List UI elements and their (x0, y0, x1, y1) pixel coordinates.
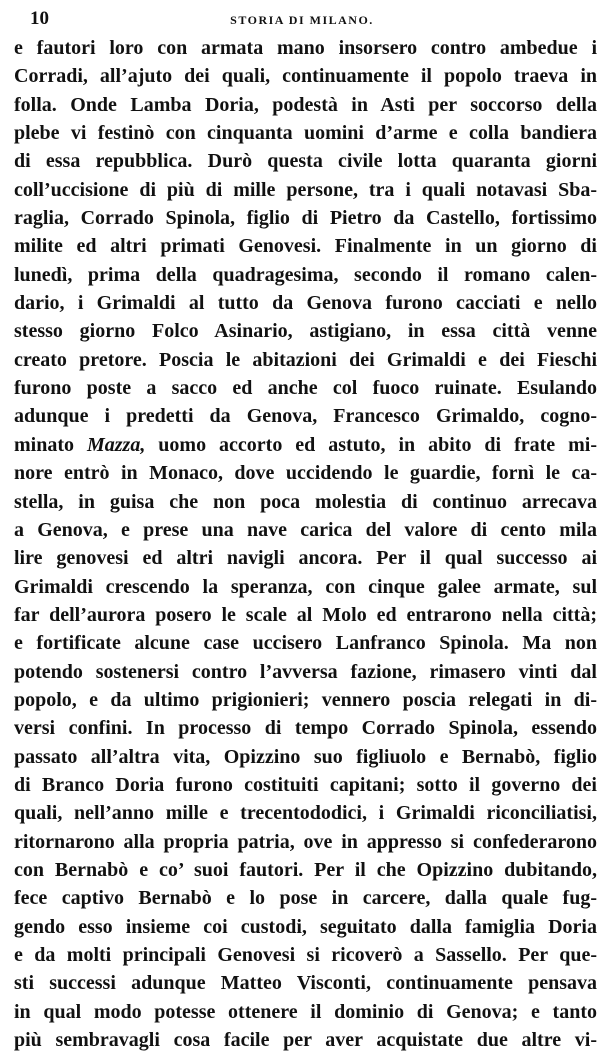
text-line: fece captivo Bernabò e lo pose in carcere, dalla quale fug- (14, 887, 597, 910)
text-line: gendo esso insieme coi custodi, seguitato dalla famiglia Doria (14, 915, 597, 938)
text-line: Corradi, all’ajuto dei quali, continuamente il popolo traeva in (14, 65, 597, 88)
text-line: e fautori loro con armata mano insorsero contro ambedue i (14, 37, 597, 59)
running-title: STORIA DI MILANO. (230, 13, 374, 27)
text-line: creato pretore. Poscia le abitazioni dei Grimaldi e dei Fieschi (14, 348, 597, 371)
text-line: quali, nell’anno mille e trecentododici, i Grimaldi riconciliatisi, (14, 802, 597, 825)
text-line: ritornarono alla propria patria, ove in appresso si confederarono (14, 830, 597, 853)
text-line: milite ed altri primati Genovesi. Finalmente in un giorno di (14, 235, 597, 258)
text-line: di Branco Doria furono costituiti capitani; sotto il governo dei (14, 773, 597, 796)
text-line: coll’uccisione di più di mille persone, tra i quali notavasi Sba- (14, 178, 597, 201)
text-line: a Genova, e prese una nave carica del valore di cento mila (14, 518, 597, 541)
italic-name-mazza: Mazza, (86, 433, 146, 456)
text-line: far dell’aurora posero le scale al Molo ed entrarono nella città; (14, 603, 597, 626)
text-line: sti successi adunque Matteo Visconti, continuamente pensava (14, 972, 597, 995)
text-line: versi confini. In processo di tempo Corrado Spinola, essendo (14, 717, 597, 740)
mazza-line-end: uomo accorto ed astuto, in abito di frate mi- (145, 433, 597, 456)
text-line: stesso giorno Folco Asinario, astigiano, in essa città venne (14, 320, 597, 343)
mazza-line-start: minato (14, 433, 87, 456)
text-line: furono poste a sacco ed anche col fuoco ruinate. Esulando (14, 377, 597, 400)
text-line: folla. Onde Lamba Doria, podestà in Asti per soccorso della (14, 93, 597, 116)
page-number: 10 (30, 8, 49, 29)
text-line: stella, in guisa che non poca molestia di continuo arrecava (14, 490, 597, 513)
text-line: più sembravagli cosa facile per aver acquistate due altre vi- (14, 1029, 597, 1052)
text-line: Grimaldi crescendo la speranza, con cinque galee armate, sul (14, 575, 597, 598)
text-line: di essa repubblica. Durò questa civile lotta quaranta giorni (14, 150, 597, 173)
text-line: con Bernabò e co’ suoi fautori. Per il che Opizzino dubitando, (14, 858, 597, 881)
text-line: adunque i predetti da Genova, Francesco Grimaldo, cogno- (14, 405, 597, 428)
text-line: popolo, e da ultimo prigionieri; vennero poscia relegati in di- (14, 688, 597, 711)
text-line-mazza (14, 431, 597, 459)
text-line: potendo sostenersi contro l’avversa fazione, rimasero vinti dal (14, 660, 597, 683)
text-line: in qual modo potesse ottenere il dominio di Genova; e tanto (14, 1000, 597, 1023)
text-line: plebe vi festinò con cinquanta uomini d’arme e colla bandiera (14, 122, 597, 145)
text-line: e fortificate alcune case uccisero Lanfranco Spinola. Ma non (14, 632, 597, 655)
body-text (14, 34, 597, 1054)
text-line: lire genovesi ed altri navigli ancora. Per il qual successo ai (14, 547, 597, 570)
page-header (0, 6, 604, 30)
text-line: passato all’altra vita, Opizzino suo figliuolo e Bernabò, figlio (14, 745, 597, 768)
text-line: dario, i Grimaldi al tutto da Genova furono cacciati e nello (14, 292, 597, 315)
text-line: nore entrò in Monaco, dove uccidendo le guardie, fornì le ca- (14, 462, 597, 485)
text-line: e da molti principali Genovesi si ricoverò a Sassello. Per que- (14, 944, 597, 966)
text-line: raglia, Corrado Spinola, figlio di Pietro da Castello, fortissimo (14, 207, 597, 230)
text-line: lunedì, prima della quadragesima, secondo il romano calen- (14, 263, 597, 286)
